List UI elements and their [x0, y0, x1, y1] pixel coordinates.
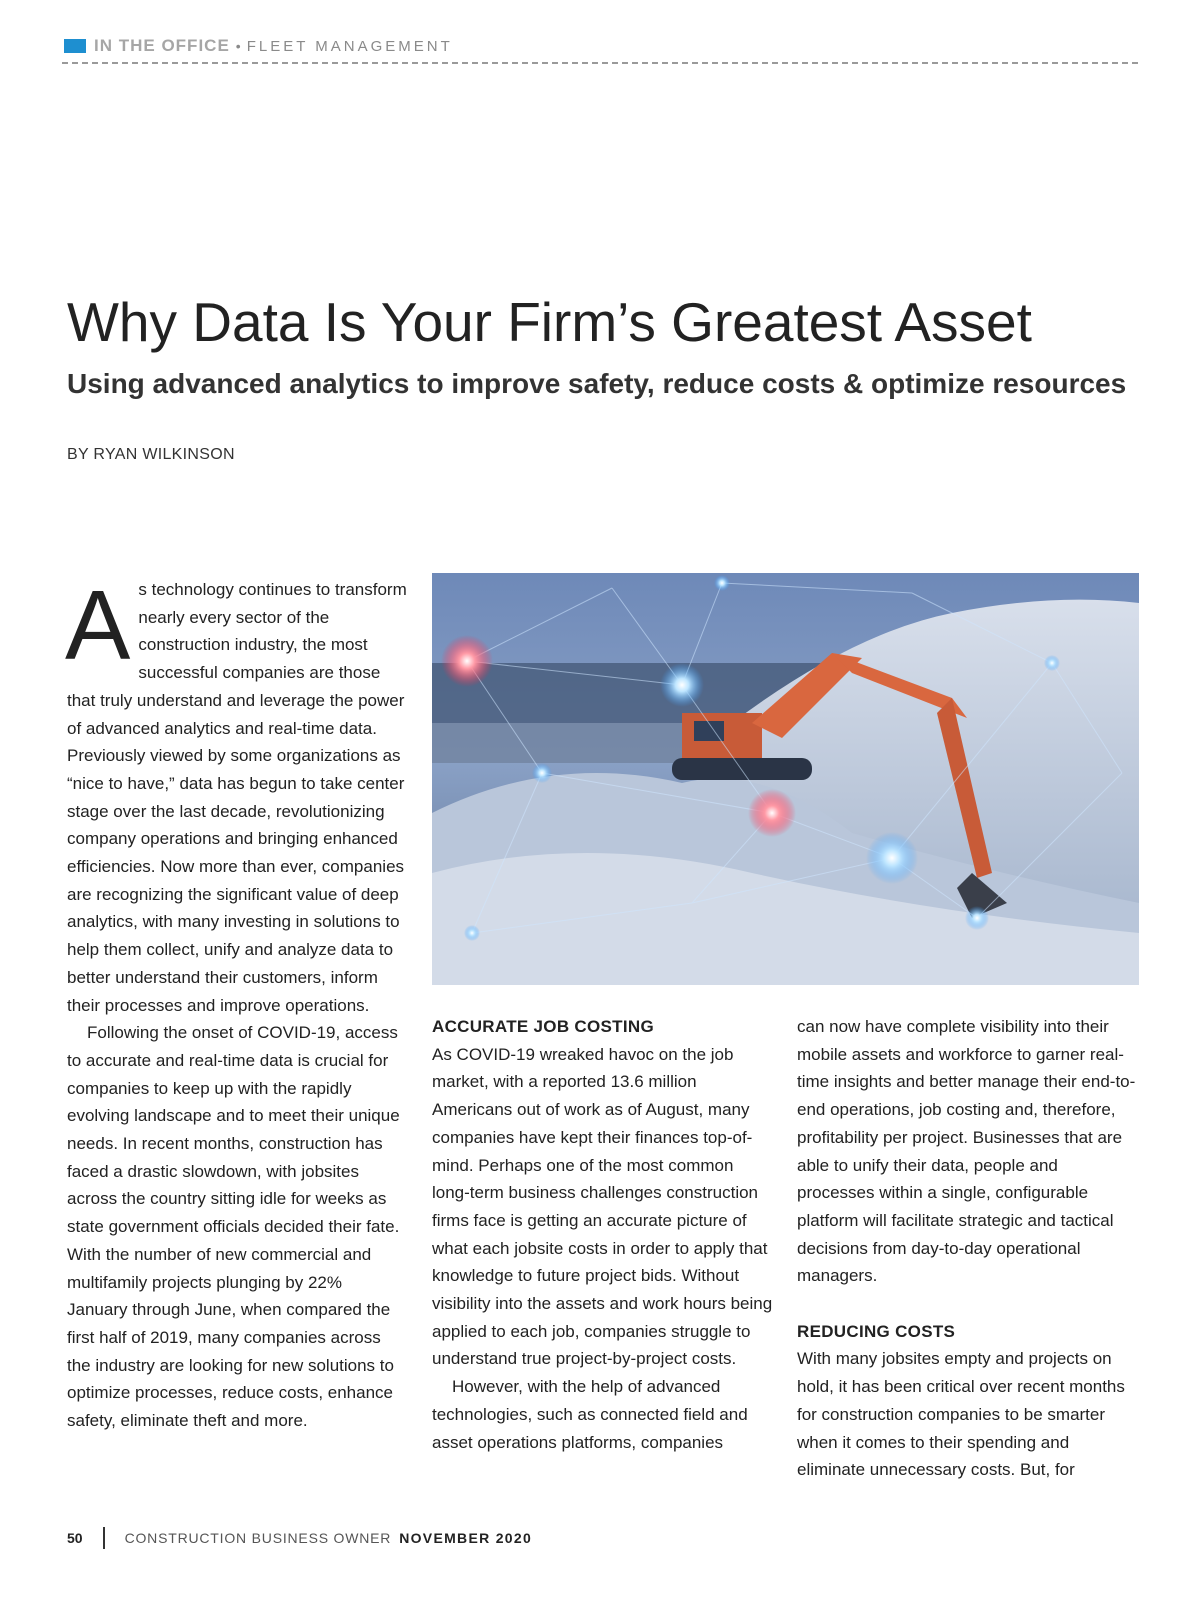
issue-date: NOVEMBER 2020: [399, 1530, 533, 1546]
publication-name: CONSTRUCTION BUSINESS OWNER: [124, 1530, 392, 1546]
page-footer: [67, 1528, 532, 1548]
heading-reducing-costs: REDUCING COSTS: [797, 1321, 956, 1341]
section-header: [64, 36, 453, 56]
page-number: 50: [67, 1530, 83, 1546]
excavator-network-photo: [432, 573, 1139, 985]
header-divider: [62, 62, 1138, 64]
section-marker-icon: [64, 39, 86, 53]
paragraph-4: However, with the help of advanced technologies, such as connected field and asset operations platforms, companies: [432, 1377, 748, 1452]
drop-cap: A: [65, 570, 131, 680]
article-title: Why Data Is Your Firm’s Greatest Asset: [67, 291, 1032, 353]
paragraph-5: can now have complete visibility into their mobile assets and workforce to garner real-time insights and better manage their end-to-end operations, job costing and, therefore, profitability per project. Businesses that are able to unify their data, people and processes within a single, configurable platform will facilitate strategic and tactical decisions from day-to-day operational managers.: [797, 1017, 1136, 1286]
paragraph-1-text: s technology continues to transform nearly every sector of the construction industry, the most successful companies are those that truly understand and leverage the power of advanced analytics and real-time data. Previously viewed by some organizations as “nice to have,” data has begun to take center stage over the last decade, revolutionizing company operations and bringing enhanced efficiencies. Now more than ever, companies are recognizing the significant value of deep analytics, with many investing in solutions to help them collect, unify and analyze data to better understand their customers, inform their processes and improve operations.: [67, 580, 407, 1015]
subsection-label: FLEET MANAGEMENT: [246, 37, 453, 55]
article-subtitle: Using advanced analytics to improve safety, reduce costs & optimize resources: [67, 368, 1127, 399]
footer-divider: [103, 1527, 105, 1549]
paragraph-2: Following the onset of COVID-19, access to accurate and real-time data is crucial for companies to keep up with the rapidly evolving landscape and to meet their unique needs. In recent months, construction has faced a drastic slowdown, with jobsites across the country sitting idle for weeks as state government officials decided their fate. With the number of new commercial and multifamily projects plunging by 22% January through June, when compared the first half of 2019, many companies across the industry are looking for new solutions to optimize processes, reduce costs, enhance safety, eliminate theft and more.: [67, 1023, 400, 1431]
section-gap: [797, 1290, 1137, 1318]
excavator-photo-icon: [432, 573, 1139, 985]
body-column-3: [797, 1013, 1137, 1484]
paragraph-6: With many jobsites empty and projects on hold, it has been critical over recent months for construction companies to be smarter when it comes to their spending and eliminate unnecessary costs. But, for: [797, 1349, 1125, 1480]
heading-accurate-job-costing: ACCURATE JOB COSTING: [432, 1017, 654, 1036]
article-byline: BY RYAN WILKINSON: [67, 446, 235, 463]
section-label: IN THE OFFICE: [94, 36, 230, 55]
body-column-2: [432, 1013, 774, 1456]
paragraph-1: [65, 570, 407, 1019]
paragraph-3: As COVID-19 wreaked havoc on the job market, with a reported 13.6 million Americans out of work as of August, many companies have kept their finances top-of-mind. Perhaps one of the most common long-term business challenges construction firms face is getting an accurate picture of what each jobsite costs in order to apply that knowledge to future project bids. Without visibility into the assets and work hours being applied to each job, companies struggle to understand true project-by-project costs.: [432, 1044, 773, 1369]
body-column-1: [65, 570, 407, 1435]
section-separator: •: [235, 38, 241, 54]
